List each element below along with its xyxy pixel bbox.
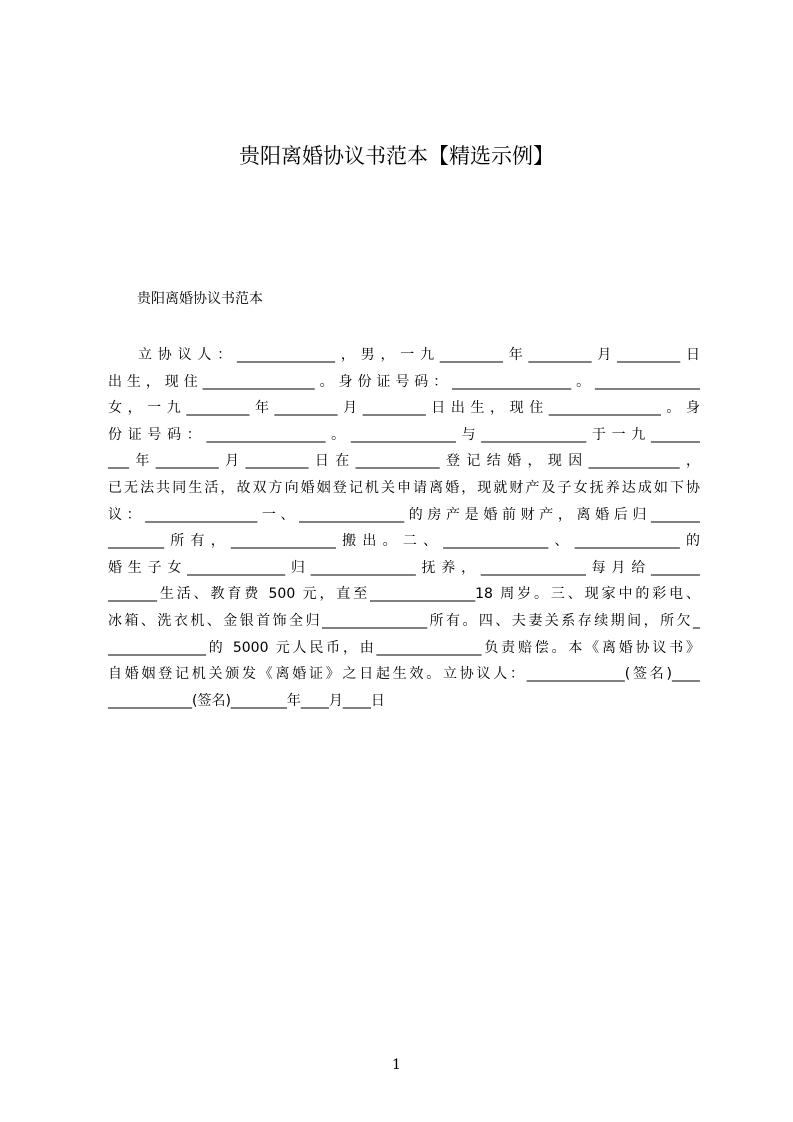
body-line: 自婚姻登记机关颁发《离婚证》之日起生效。立协议人：______________(签名)____: [108, 666, 700, 683]
body-line: ______________的 5000 元人民币，由_______________负责赔偿。本《离婚协议书》: [108, 639, 700, 656]
body-line: ___年_________月_________日在____________登记结婚，现因_____________，: [108, 453, 700, 470]
body-line: ________所有，_______________搬出。二、_______________、_______________的: [108, 533, 700, 550]
body-line: 婚生子女______________归_______________抚养，_______________每月给_______: [108, 559, 700, 576]
body-line: 议：________________一、_______________的房产是婚前财产，离婚后归_______: [108, 506, 700, 523]
body-line: 女，一九_________年_________月_________日出生，现住________________。身: [108, 400, 700, 417]
body-line: 冰箱、洗衣机、金银首饰全归_______________所有。四、夫妻关系存续期间，所欠_: [108, 612, 700, 629]
document-subtitle: 贵阳离婚协议书范本: [137, 291, 263, 307]
body-line: 出生，现住________________。身份证号码：_________________。_______________: [108, 373, 700, 390]
body-line: 立协议人：______________，男，一九_________年_________月_________日: [138, 347, 700, 363]
page-number: 1: [392, 1057, 401, 1073]
agreement-body: [108, 342, 700, 714]
body-line: 份证号码：_________________。_______________与_______________于一九_______: [108, 426, 700, 443]
document-title: 贵阳离婚协议书范本【精选示例】: [239, 144, 554, 168]
body-line: _______生活、教育费 500 元，直至_______________18 周岁。三、现家中的彩电、: [108, 586, 700, 603]
body-line-last: ____________(签名)________年____月____日: [108, 692, 385, 709]
body-line: 已无法共同生活，故双方向婚姻登记机关申请离婚，现就财产及子女抚养达成如下协: [108, 479, 700, 496]
